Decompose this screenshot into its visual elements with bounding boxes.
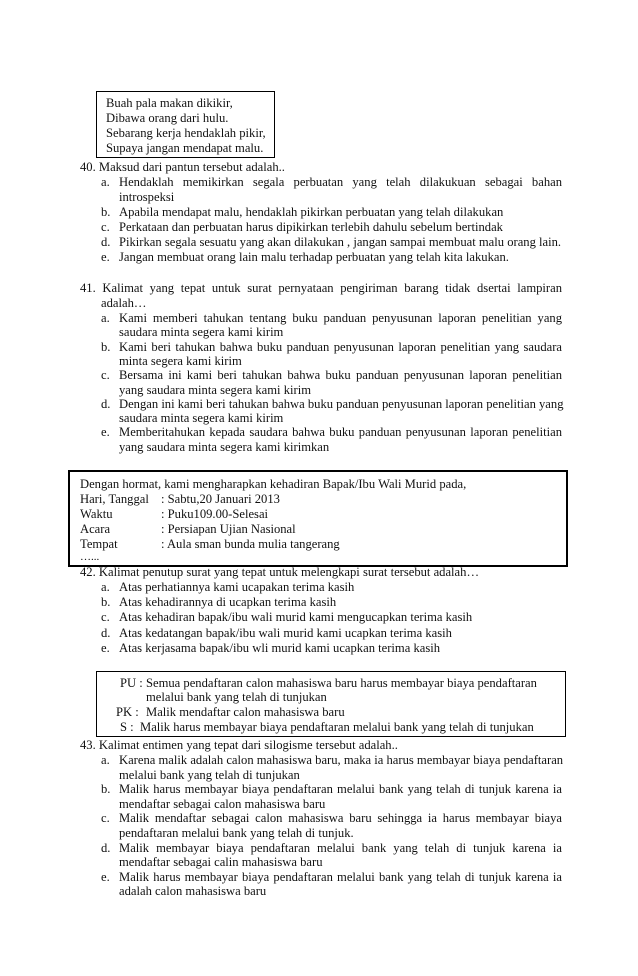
option-text: Atas perhatiannya kami ucapakan terima kasih <box>119 580 355 594</box>
syllogism-label: PK : <box>116 705 139 719</box>
pantun-line: Buah pala makan dikikir, <box>106 96 233 110</box>
syllogism-s <box>120 720 534 735</box>
option-text-cont: saudara minta segera kami kirim <box>119 325 284 340</box>
option-text: Atas kerjasama bapak/ibu wli murid kami ucapkan terima kasih <box>119 640 441 655</box>
letter-label: Tempat <box>80 537 118 551</box>
option-letter: b. <box>101 595 111 610</box>
syllogism-text: Malik mendaftar calon mahasiswa baru <box>146 705 345 719</box>
option-text: Bersama ini kami beri tahukan bahwa buku panduan penyusunan laporan penelitian <box>119 368 562 383</box>
option-text: Apabila mendapat malu, hendaklah pikirkan perbuatan yang telah dilakukan <box>119 205 504 219</box>
option-letter: e. <box>101 250 110 264</box>
letter-value: : Aula sman bunda mulia tangerang <box>161 537 340 551</box>
pantun-line: Sebarang kerja hendaklah pikir, <box>106 126 266 140</box>
syllogism-label: PU : <box>120 676 143 690</box>
question-41: 41. Kalimat yang tepat untuk surat pernyataan pengiriman barang tidak dsertai lampiran <box>80 281 562 295</box>
option-letter: b. <box>101 205 111 219</box>
option-text-cont: adalah calon mahasiswa baru <box>119 884 267 899</box>
option-text: Malik harus membayar biaya pendaftaran melalui bank yang telah di tunjuk karena ia <box>119 782 562 797</box>
option-text: Jangan membuat orang lain malu terhadap perbuatan yang telah kita lakukan. <box>119 250 509 264</box>
option-text: Atas kedatangan bapak/ibu wali murid kami ucapkan terima kasih <box>119 625 452 640</box>
option-letter: e. <box>101 425 110 440</box>
letter-value: : Persiapan Ujian Nasional <box>161 522 296 536</box>
option-text-cont: saudara minta segera kami kirim <box>119 411 284 426</box>
option-letter: c. <box>101 220 110 234</box>
syllogism-text: Semua pendaftaran calon mahasiswa baru harus membayar biaya pendaftaran <box>146 676 537 690</box>
option-text-cont: introspeksi <box>119 190 175 204</box>
syllogism-pk <box>116 705 345 720</box>
question-40: 40. Maksud dari pantun tersebut adalah.. <box>80 160 285 174</box>
letter-label: Hari, Tanggal <box>80 492 149 506</box>
option-text-cont: pendaftaran melalui bank yang telah di tunjuk. <box>119 826 354 840</box>
letter-row-place <box>80 537 340 552</box>
option-text: Malik harus membayar biaya pendaftaran melalui bank yang telah di tunjuk karena ia <box>119 869 562 884</box>
option-text-cont: minta segera kami kirim <box>119 353 242 368</box>
option-letter: a. <box>101 175 110 189</box>
option-text: Hendaklah memikirkan segala perbuatan yang telah dilakukuan sebagai bahan <box>119 175 562 189</box>
syllogism-text: Malik harus membayar biaya pendaftaran melalui bank yang telah di tunjukan <box>140 720 534 734</box>
letter-intro: Dengan hormat, kami mengharapkan kehadiran Bapak/Ibu Wali Murid pada, <box>80 477 467 491</box>
option-text: Atas kehadirannya di ucapkan terima kasih <box>119 595 337 610</box>
option-text-cont: mendaftar sebagai calon mahasiswa baru <box>119 796 326 811</box>
option-text: Atas kehadiran bapak/ibu wali murid kami mengucapkan terima kasih <box>119 610 473 625</box>
option-text: Karena malik adalah calon mahasiswa baru, maka ia harus membayar biaya pendaftaran <box>119 753 564 767</box>
option-letter: d. <box>101 840 111 855</box>
option-text: Pikirkan segala sesuatu yang akan dilakukan , jangan sampai membuat malu orang lain. <box>119 235 562 249</box>
option-text: Kami beri tahukan bahwa buku panduan penyusunan laporan penelitian yang saudara <box>119 339 562 354</box>
letter-label: Acara <box>80 522 111 536</box>
letter-row-date <box>80 492 280 507</box>
option-text: Malik mendaftar sebagai calon mahasiswa baru sehingga ia harus membayar biaya <box>119 811 562 826</box>
option-letter: b. <box>101 339 111 354</box>
syllogism-pu-cont: melalui bank yang telah di tunjukan <box>146 690 327 704</box>
option-letter: c. <box>101 811 110 826</box>
option-text-cont: mendaftar sebagai calin mahasiswa baru <box>119 855 323 870</box>
pantun-line: Dibawa orang dari hulu. <box>106 111 229 125</box>
question-43: 43. Kalimat entimen yang tepat dari silogisme tersebut adalah.. <box>80 738 398 752</box>
pantun-line: Supaya jangan mendapat malu. <box>106 141 264 155</box>
letter-row-event <box>80 522 296 537</box>
option-letter: d. <box>101 396 111 411</box>
option-text: Perkataan dan perbuatan harus dipikirkan terlebih dahulu sebelum bertindak <box>119 220 503 234</box>
option-text: Malik membayar biaya pendaftaran melalui bank yang telah di tunjuk karena ia <box>119 840 562 855</box>
option-text: Memberitahukan kepada saudara bahwa buku panduan penyusunan laporan penelitian <box>119 425 562 440</box>
letter-value: : Sabtu,20 Januari 2013 <box>161 492 280 506</box>
question-42: 42. Kalimat penutup surat yang tepat untuk melengkapi surat tersebut adalah… <box>80 565 480 579</box>
option-letter: c. <box>101 368 110 383</box>
option-letter: e. <box>101 640 110 655</box>
syllogism-label: S : <box>120 720 134 734</box>
option-letter: e. <box>101 869 110 884</box>
syllogism-pu <box>120 676 537 691</box>
option-letter: a. <box>101 753 110 767</box>
letter-ellipsis: …... <box>80 551 100 563</box>
letter-value: : Puku109.00-Selesai <box>161 507 269 521</box>
option-text-cont: melalui bank yang telah di tunjukan <box>119 767 300 782</box>
option-letter: b. <box>101 782 111 797</box>
question-41-cont: adalah… <box>101 296 147 310</box>
option-letter: d. <box>101 625 111 640</box>
option-text: Dengan ini kami beri tahukan bahwa buku panduan penyusunan laporan penelitian yang <box>119 396 564 411</box>
letter-label: Waktu <box>80 507 113 521</box>
option-text-cont: yang saudara minta segera kami kirim <box>119 382 311 397</box>
option-letter: a. <box>101 311 110 325</box>
option-text-cont: yang saudara minta segera kami kirimkan <box>119 439 330 454</box>
letter-row-time <box>80 507 268 522</box>
option-letter: c. <box>101 610 110 625</box>
option-letter: a. <box>101 580 110 594</box>
option-text: Kami memberi tahukan tentang buku panduan penyusunan laporan penelitian yang <box>119 311 562 325</box>
option-letter: d. <box>101 235 111 249</box>
